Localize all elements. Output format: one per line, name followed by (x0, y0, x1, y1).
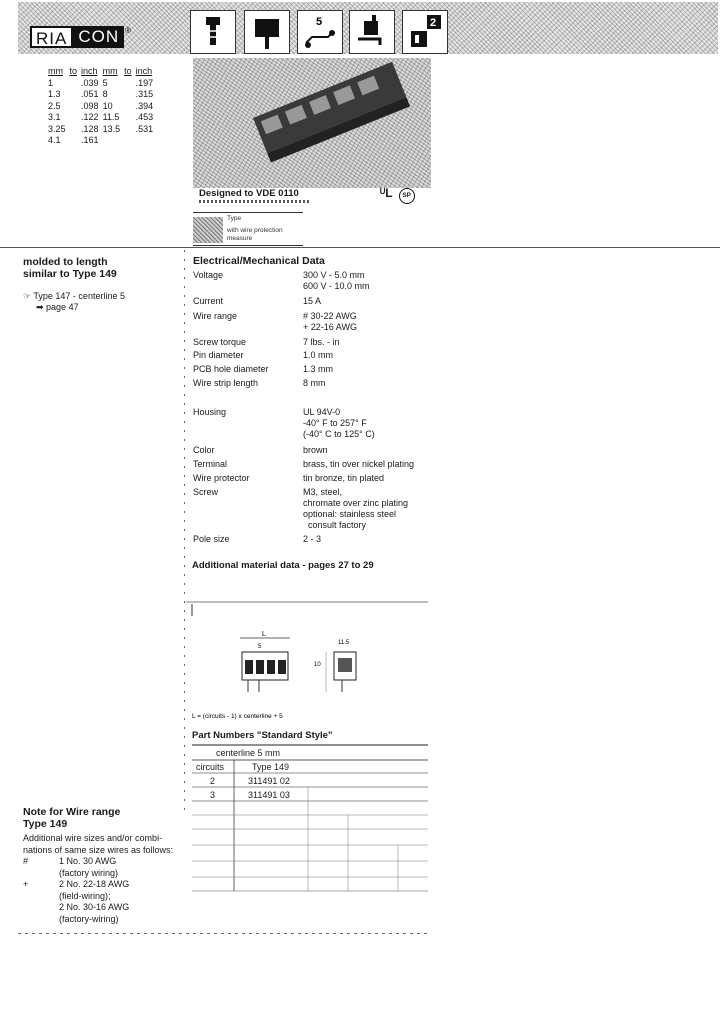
conv-cell: 11.5 (102, 112, 120, 122)
type-147-reference[interactable]: ☞ Type 147 - centerline 5 (23, 291, 125, 301)
part-numbers-title: Part Numbers "Standard Style" (192, 730, 333, 741)
conv-cell: .197 (135, 77, 154, 88)
pole-icon-label: 2 (430, 17, 437, 29)
wire-protection-inset (193, 212, 303, 246)
conv-cell: .039 (81, 77, 99, 88)
pn-row-circuits: 3 (210, 790, 216, 800)
conv-cell: .453 (135, 112, 154, 122)
spec-value: 1.0 mm (303, 350, 334, 360)
product-description: molded to length similar to Type 149 (23, 256, 117, 280)
pn-row-part: 311491 02 (248, 776, 290, 786)
note-intro: Additional wire sizes and/or combi- nations of same size wires as follows: (23, 833, 174, 855)
conversion-row (48, 135, 157, 147)
screw-terminal-icon (190, 10, 236, 54)
vde-designation: Designed to VDE 0110 (199, 188, 299, 199)
pcb-pin-icon (244, 10, 290, 54)
spec-key: Wire strip length (193, 378, 259, 388)
conv-cell: .128 (81, 123, 99, 134)
spec-key: Current (193, 296, 224, 306)
spec-key: Pin diameter (193, 350, 244, 360)
conversion-row (48, 124, 157, 136)
conv-header: mm (48, 66, 63, 76)
ul-mark: ᵁL (380, 186, 393, 200)
conversion-row (48, 112, 157, 124)
dim-pitch: 5 (258, 644, 262, 650)
conv-header: inch (135, 66, 153, 76)
section-divider (0, 247, 720, 248)
column-divider (184, 250, 185, 810)
pitch-5-icon (297, 10, 343, 54)
mm-inch-conversion-table (48, 66, 157, 147)
conv-cell: .315 (135, 89, 154, 99)
certification-marks (380, 186, 415, 204)
spec-key: Voltage (193, 270, 224, 280)
conv-header: to (69, 66, 78, 76)
note-line: 2 No. 22-18 AWG (59, 879, 130, 889)
length-formula: L = (circuits - 1) x centerline + 5 (192, 713, 283, 720)
spec-value: 7 lbs. - in (303, 337, 340, 347)
spec-value: 2 - 3 (303, 534, 322, 544)
wire-protector-icon (349, 10, 395, 54)
conv-cell: .051 (81, 89, 99, 99)
part-numbers-table (192, 743, 428, 903)
note-item (23, 879, 183, 891)
spec-key: Pole size (193, 534, 230, 544)
spec-value: M3, steel, chromate over zinc plating optional: stainless steel consult factory (303, 487, 409, 530)
conv-cell: 10 (102, 100, 113, 111)
conversion-header-row (48, 66, 157, 78)
logo-con: CON (73, 26, 124, 48)
conversion-row (48, 101, 157, 113)
spec-value: 1.3 mm (303, 364, 334, 374)
logo-ria: RIA (30, 26, 73, 48)
note-line: 1 No. 30 AWG (59, 856, 117, 866)
spec-value: # 30-22 AWG + 22-16 AWG (303, 311, 357, 332)
conv-cell: .531 (135, 123, 154, 134)
page-47-link[interactable]: ➡ page 47 (36, 302, 79, 312)
spec-value: UL 94V-0 -40° F to 257° F (-40° C to 125° C) (303, 407, 375, 439)
wire-protection-thumbnail (193, 217, 223, 243)
spec-key: Screw (193, 487, 219, 497)
conv-cell: .098 (81, 100, 99, 111)
note-item (23, 856, 183, 868)
conv-cell: 5 (102, 77, 108, 88)
bottom-divider (18, 933, 428, 934)
dimension-drawing (186, 600, 428, 725)
spec-value: 8 mm (303, 378, 326, 388)
conv-cell (136, 135, 158, 147)
spec-value: 300 V - 5.0 mm 600 V - 10.0 mm (303, 270, 370, 291)
pn-col-type: Type 149 (252, 762, 290, 772)
pitch-icon-label: 5 (316, 16, 323, 28)
csa-mark: SP (399, 188, 415, 204)
spec-key: Housing (193, 407, 227, 417)
conv-cell: .161 (81, 135, 99, 145)
spec-key: PCB hole diameter (193, 364, 269, 374)
pn-row-circuits: 2 (210, 776, 216, 786)
pn-centerline: centerline 5 mm (216, 748, 281, 758)
dim-side: 11.5 (338, 640, 350, 646)
conv-cell: 13.5 (102, 123, 121, 134)
note-symbol: + (23, 879, 29, 889)
wire-protection-label: Type (227, 215, 242, 222)
pn-row-part: 311491 03 (248, 790, 290, 800)
conv-cell: 2.5 (48, 100, 61, 111)
note-line: (field-wiring); (59, 890, 111, 901)
product-photo (193, 58, 431, 188)
conv-cell: .394 (135, 100, 154, 111)
spec-key: Wire range (193, 311, 238, 321)
conv-cell: .122 (81, 112, 99, 122)
note-title: Note for Wire range Type 149 (23, 806, 121, 830)
spec-title: Electrical/Mechanical Data (193, 255, 325, 267)
conv-header: mm (102, 66, 118, 76)
note-line: (factory wiring) (59, 867, 119, 878)
pn-col-circuits: circuits (196, 762, 225, 772)
two-pole-icon (402, 10, 448, 54)
spec-value: brass, tin over nickel plating (303, 459, 415, 469)
conv-cell: 1 (48, 77, 54, 88)
spec-key: Terminal (193, 459, 228, 469)
conversion-row (48, 89, 157, 101)
conv-header: to (124, 66, 132, 76)
note-line: (factory-wiring) (59, 913, 119, 924)
spec-key: Color (193, 445, 215, 455)
conversion-row (48, 78, 157, 90)
dim-height: 10 (314, 662, 321, 668)
conv-cell: 1.3 (48, 89, 61, 99)
riacon-logo (30, 26, 132, 48)
dim-length: L (262, 631, 266, 638)
spec-value: brown (303, 445, 328, 455)
note-symbol: # (23, 856, 29, 866)
spec-key: Wire protector (193, 473, 250, 483)
additional-material-data-link[interactable]: Additional material data - pages 27 to 29 (192, 560, 374, 571)
conv-cell: 8 (102, 89, 108, 99)
conv-cell: 3.1 (48, 112, 61, 122)
conv-cell (103, 135, 125, 147)
conv-header: inch (81, 66, 98, 76)
spec-key: Screw torque (193, 337, 247, 347)
conv-cell: 3.25 (48, 123, 66, 134)
spec-value: 15 A (303, 296, 322, 306)
note-line: 2 No. 30-16 AWG (59, 902, 130, 912)
note-body (23, 833, 183, 925)
conv-cell: 4.1 (48, 135, 61, 145)
logo-registered: ® (125, 26, 133, 35)
spec-value: tin bronze, tin plated (303, 473, 385, 483)
vde-underline (199, 200, 309, 203)
wire-protection-text: with wire protection measure (227, 227, 283, 242)
